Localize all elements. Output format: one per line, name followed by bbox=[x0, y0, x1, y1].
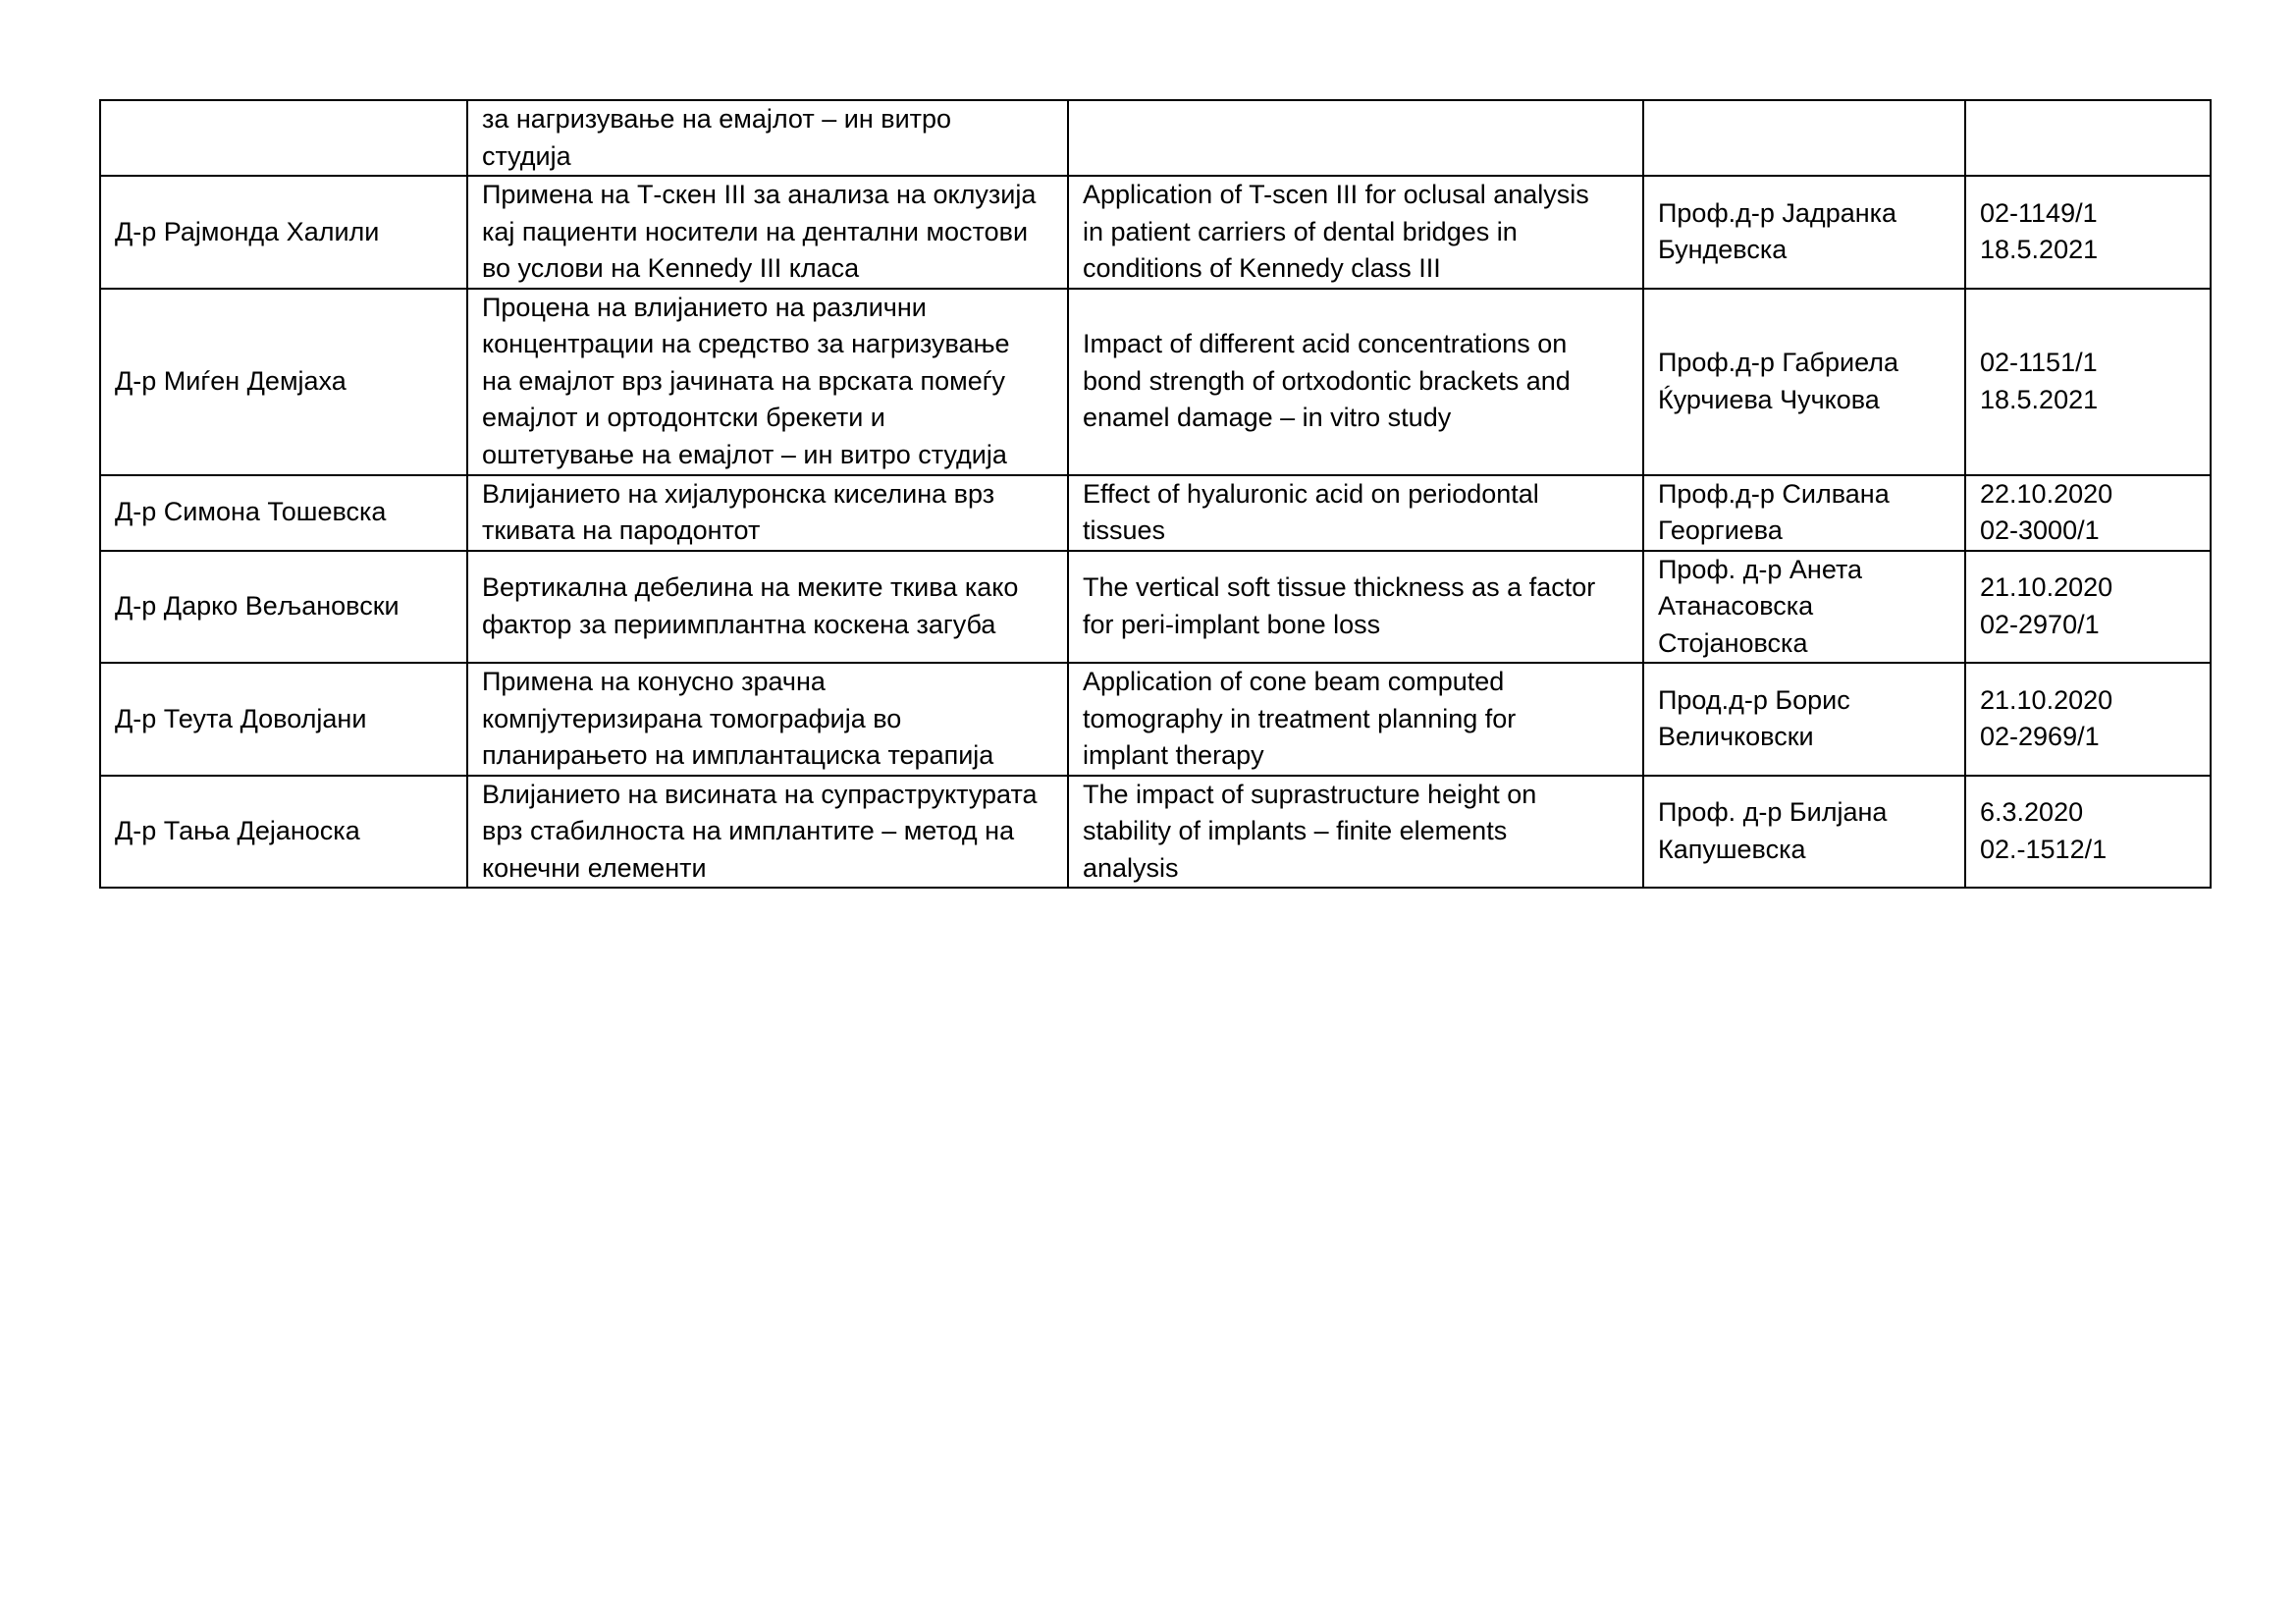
reference-line: 21.10.2020 bbox=[1980, 684, 2113, 715]
thesis-title-mk-line: во услови на Kennedy III класа bbox=[482, 253, 860, 283]
mentor-cell bbox=[1643, 289, 1965, 475]
table-row bbox=[100, 289, 2211, 475]
thesis-title-mk-cell bbox=[467, 100, 1068, 176]
table-row bbox=[100, 100, 2211, 176]
mentor-line: Проф. д-р Билјана bbox=[1658, 797, 1888, 828]
thesis-title-mk-line: емајлот и ортодонтски брекети и bbox=[482, 403, 885, 433]
mentor-cell bbox=[1643, 176, 1965, 289]
candidate-name-cell bbox=[100, 100, 467, 176]
thesis-title-mk-line: Вертикална дебелина на меките ткива како bbox=[482, 572, 1019, 603]
thesis-title-en-line: implant therapy bbox=[1083, 740, 1264, 770]
reference-line: 02-3000/1 bbox=[1980, 515, 2100, 545]
thesis-title-en-line: Impact of different acid concentrations on bbox=[1083, 329, 1568, 359]
thesis-title-en-cell bbox=[1068, 551, 1643, 664]
thesis-title-mk-line: оштетување на емајлот – ин витро студија bbox=[482, 439, 1007, 469]
thesis-title-en-line: enamel damage – in vitro study bbox=[1083, 403, 1452, 433]
candidate-name-cell bbox=[100, 663, 467, 776]
reference-line: 02-1149/1 bbox=[1980, 197, 2098, 228]
thesis-title-mk-line: врз стабилноста на имплантите – метод на bbox=[482, 816, 1015, 845]
thesis-title-mk-line: концентрации на средство за нагризување bbox=[482, 329, 1010, 359]
table-row bbox=[100, 776, 2211, 889]
thesis-title-mk-line: фактор за периимплантна коскена загуба bbox=[482, 609, 996, 639]
thesis-title-en-line: The vertical soft tissue thickness as a factor bbox=[1083, 572, 1596, 603]
thesis-table bbox=[99, 99, 2212, 889]
thesis-title-en-line: bond strength of ortxodontic brackets and bbox=[1083, 365, 1571, 396]
reference-cell bbox=[1965, 551, 2211, 664]
reference-cell bbox=[1965, 776, 2211, 889]
thesis-title-en-line: Effect of hyaluronic acid on periodontal bbox=[1083, 478, 1539, 509]
thesis-title-en-line: stability of implants – finite elements bbox=[1083, 816, 1508, 845]
reference-line: 02-2969/1 bbox=[1980, 722, 2100, 752]
mentor-line: Бундевска bbox=[1658, 235, 1788, 265]
table-body bbox=[100, 100, 2211, 888]
reference-cell bbox=[1965, 176, 2211, 289]
thesis-title-en-cell bbox=[1068, 176, 1643, 289]
mentor-cell bbox=[1643, 776, 1965, 889]
reference-line: 02.-1512/1 bbox=[1980, 834, 2108, 864]
thesis-title-mk-line: конечни елементи bbox=[482, 852, 707, 883]
thesis-title-en-line: Application of cone beam computed bbox=[1083, 667, 1505, 696]
thesis-title-mk-cell bbox=[467, 289, 1068, 475]
mentor-line: Проф.д-р Силвана bbox=[1658, 478, 1890, 509]
mentor-line: Георгиева bbox=[1658, 515, 1783, 545]
mentor-cell bbox=[1643, 475, 1965, 551]
mentor-cell bbox=[1643, 551, 1965, 664]
table-row bbox=[100, 663, 2211, 776]
candidate-name-text: Д-р Тања Дејаноска bbox=[115, 816, 360, 845]
thesis-title-mk-line: Влијанието на висината на супраструктурата bbox=[482, 779, 1038, 809]
reference-line: 6.3.2020 bbox=[1980, 797, 2084, 828]
thesis-title-en-line: tomography in treatment planning for bbox=[1083, 703, 1517, 733]
thesis-title-en-line: in patient carriers of dental bridges in bbox=[1083, 216, 1518, 246]
thesis-title-mk-line: Влијанието на хијалуронска киселина врз bbox=[482, 478, 995, 509]
thesis-title-mk-cell bbox=[467, 475, 1068, 551]
thesis-title-en-cell bbox=[1068, 776, 1643, 889]
thesis-title-mk-cell bbox=[467, 551, 1068, 664]
mentor-line: Капушевска bbox=[1658, 834, 1806, 864]
thesis-title-en-cell bbox=[1068, 289, 1643, 475]
reference-line: 18.5.2021 bbox=[1980, 235, 2099, 265]
thesis-title-mk-cell bbox=[467, 663, 1068, 776]
thesis-title-mk-cell bbox=[467, 176, 1068, 289]
thesis-title-en-cell bbox=[1068, 663, 1643, 776]
thesis-title-mk-line: Примена на Т-скен III за анализа на оклузија bbox=[482, 180, 1037, 209]
candidate-name-text: Д-р Симона Тошевска bbox=[115, 497, 387, 527]
thesis-title-mk-line: компјутеризирана томографија во bbox=[482, 703, 902, 733]
thesis-title-en-line: for peri-implant bone loss bbox=[1083, 609, 1381, 639]
mentor-line: Проф.д-р Габриела bbox=[1658, 348, 1898, 377]
candidate-name-cell bbox=[100, 176, 467, 289]
table-row bbox=[100, 551, 2211, 664]
table-row bbox=[100, 475, 2211, 551]
mentor-line: Величковски bbox=[1658, 722, 1814, 752]
thesis-title-mk-line: Процена на влијанието на различни bbox=[482, 292, 927, 322]
thesis-title-mk-line: планирањето на имплантациска терапија bbox=[482, 740, 994, 770]
thesis-title-mk-line: за нагризување на емајлот – ин витро bbox=[482, 104, 952, 134]
thesis-title-en-line: Application of T-scen III for oclusal analysis bbox=[1083, 180, 1589, 209]
mentor-line: Атанасовска bbox=[1658, 591, 1814, 621]
reference-line: 21.10.2020 bbox=[1980, 572, 2113, 603]
mentor-line: Ќурчиева Чучкова bbox=[1658, 384, 1880, 414]
mentor-line: Проф. д-р Анета bbox=[1658, 554, 1863, 584]
mentor-cell bbox=[1643, 663, 1965, 776]
thesis-title-mk-cell bbox=[467, 776, 1068, 889]
candidate-name-text: Д-р Миѓен Демјаха bbox=[115, 365, 347, 396]
candidate-name-text: Д-р Рајмонда Халили bbox=[115, 216, 380, 246]
mentor-line: Стојановска bbox=[1658, 627, 1808, 658]
reference-line: 18.5.2021 bbox=[1980, 384, 2099, 414]
reference-cell bbox=[1965, 100, 2211, 176]
thesis-title-en-line: tissues bbox=[1083, 515, 1166, 545]
reference-line: 02-1151/1 bbox=[1980, 348, 2098, 377]
reference-line: 22.10.2020 bbox=[1980, 478, 2113, 509]
reference-cell bbox=[1965, 289, 2211, 475]
candidate-name-text: Д-р Теута Доволјани bbox=[115, 703, 367, 733]
mentor-line: Прод.д-р Борис bbox=[1658, 684, 1850, 715]
candidate-name-text: Д-р Дарко Вељановски bbox=[115, 591, 400, 621]
reference-cell bbox=[1965, 663, 2211, 776]
candidate-name-cell bbox=[100, 475, 467, 551]
candidate-name-cell bbox=[100, 776, 467, 889]
thesis-title-en-cell bbox=[1068, 475, 1643, 551]
mentor-line: Проф.д-р Јадранка bbox=[1658, 197, 1897, 228]
thesis-title-mk-line: ткивата на пародонтот bbox=[482, 515, 761, 545]
reference-line: 02-2970/1 bbox=[1980, 609, 2100, 639]
thesis-title-en-line: conditions of Kennedy class III bbox=[1083, 253, 1441, 283]
thesis-title-mk-line: на емајлот врз јачината на врската помеѓу bbox=[482, 365, 1006, 396]
reference-cell bbox=[1965, 475, 2211, 551]
thesis-title-en-cell bbox=[1068, 100, 1643, 176]
table-row bbox=[100, 176, 2211, 289]
thesis-title-en-line: The impact of suprastructure height on bbox=[1083, 779, 1537, 809]
thesis-title-en-line: analysis bbox=[1083, 852, 1179, 883]
thesis-title-mk-line: студија bbox=[482, 140, 571, 171]
candidate-name-cell bbox=[100, 551, 467, 664]
mentor-cell bbox=[1643, 100, 1965, 176]
thesis-title-mk-line: Примена на конусно зрачна bbox=[482, 667, 826, 696]
thesis-title-mk-line: кај пациенти носители на дентални мостови bbox=[482, 216, 1029, 246]
candidate-name-cell bbox=[100, 289, 467, 475]
